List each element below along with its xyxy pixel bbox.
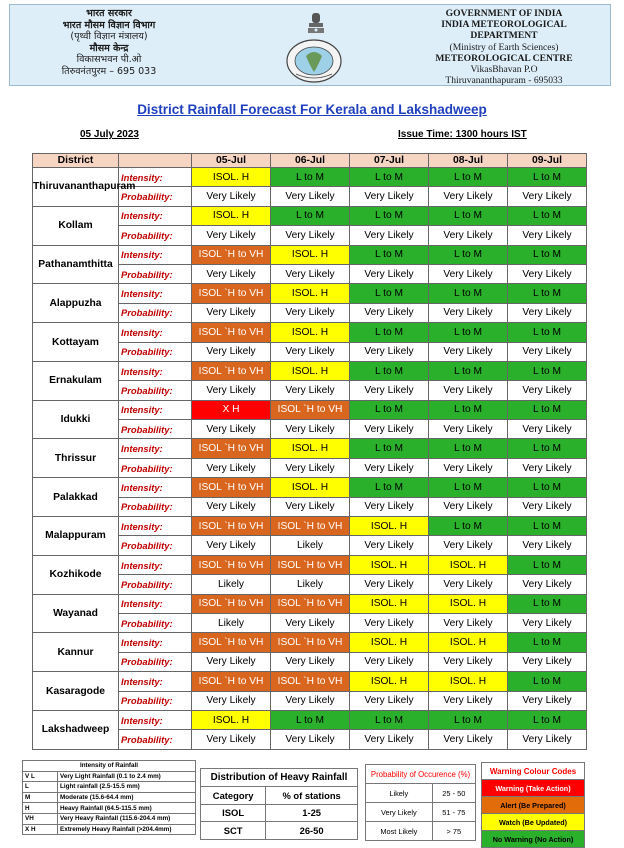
probability-cell: Very Likely	[508, 730, 587, 749]
probability-range: 25 - 50	[432, 784, 475, 803]
warning-code-label: Alert (Be Prepared)	[482, 797, 585, 814]
intensity-cell: ISOL. H	[271, 439, 350, 458]
probability-cell: Very Likely	[271, 381, 350, 400]
intensity-description: Heavy Rainfall (64.5-115.5 mm)	[58, 803, 196, 814]
warning-code-label: Watch (Be Updated)	[482, 814, 585, 831]
intensity-cell: L to M	[271, 168, 350, 187]
intensity-legend-row	[23, 792, 196, 803]
intensity-code: VH	[23, 813, 58, 824]
probability-cell: Very Likely	[271, 187, 350, 206]
probability-cell: Very Likely	[508, 613, 587, 632]
letterhead	[9, 4, 611, 86]
probability-range: > 75	[432, 822, 475, 841]
intensity-row	[33, 710, 587, 729]
probability-cell: Very Likely	[350, 420, 429, 439]
intensity-legend-title: Intensity of Rainfall	[23, 761, 196, 772]
intensity-cell: L to M	[508, 517, 587, 536]
intensity-cell: L to M	[429, 361, 508, 380]
intensity-description: Moderate (15.6-64.4 mm)	[58, 792, 196, 803]
probability-cell: Very Likely	[508, 420, 587, 439]
intensity-cell: L to M	[350, 245, 429, 264]
intensity-row	[33, 633, 587, 652]
probability-cell: Very Likely	[350, 497, 429, 516]
intensity-cell: ISOL `H to VH	[271, 672, 350, 691]
intensity-cell: ISOL. H	[429, 594, 508, 613]
district-name: Kozhikode	[33, 555, 119, 594]
probability-cell: Very Likely	[192, 342, 271, 361]
intensity-cell: ISOL `H to VH	[271, 517, 350, 536]
intensity-label: Intensity:	[119, 710, 192, 729]
intensity-cell: L to M	[350, 284, 429, 303]
probability-cell: Very Likely	[271, 730, 350, 749]
intensity-cell: ISOL `H to VH	[192, 361, 271, 380]
intensity-cell: L to M	[508, 284, 587, 303]
probability-cell: Very Likely	[508, 652, 587, 671]
intensity-cell: L to M	[508, 245, 587, 264]
probability-label: Probability:	[119, 497, 192, 516]
intensity-label: Intensity:	[119, 323, 192, 342]
intensity-label: Intensity:	[119, 594, 192, 613]
probability-cell: Very Likely	[350, 691, 429, 710]
intensity-cell: L to M	[508, 206, 587, 225]
intensity-cell: L to M	[429, 439, 508, 458]
header-date: 09-Jul	[508, 154, 587, 168]
warning-code-row	[482, 797, 585, 814]
intensity-cell: ISOL. H	[192, 710, 271, 729]
intensity-cell: ISOL. H	[429, 633, 508, 652]
intensity-cell: L to M	[350, 478, 429, 497]
warning-code-row	[482, 780, 585, 797]
letterhead-hindi-line: मौसम केन्द्र	[89, 42, 129, 54]
intensity-cell: L to M	[429, 517, 508, 536]
warning-code-label: No Warning (No Action)	[482, 831, 585, 848]
probability-cell: Very Likely	[429, 575, 508, 594]
intensity-cell: ISOL. H	[350, 633, 429, 652]
intensity-code: X H	[23, 824, 58, 835]
probability-cell: Very Likely	[429, 264, 508, 283]
probability-cell: Very Likely	[429, 497, 508, 516]
forecast-date: 05 July 2023	[80, 129, 139, 140]
intensity-cell: ISOL `H to VH	[192, 478, 271, 497]
intensity-cell: ISOL. H	[429, 672, 508, 691]
intensity-legend-row	[23, 803, 196, 814]
probability-label: Probability:	[119, 575, 192, 594]
issue-time: Issue Time: 1300 hours IST	[398, 129, 527, 140]
intensity-cell: L to M	[350, 323, 429, 342]
intensity-row	[33, 594, 587, 613]
intensity-row	[33, 672, 587, 691]
intensity-description: Very Heavy Rainfall (115.6-204.4 mm)	[58, 813, 196, 824]
letterhead-hindi-line: भारत मौसम विज्ञान विभाग	[62, 19, 156, 31]
probability-cell: Very Likely	[429, 730, 508, 749]
page-title: District Rainfall Forecast For Kerala and Lakshadweep	[137, 102, 487, 117]
probability-cell: Very Likely	[350, 730, 429, 749]
intensity-cell: L to M	[508, 323, 587, 342]
probability-cell: Very Likely	[429, 420, 508, 439]
intensity-legend-row	[23, 771, 196, 782]
header-blank	[119, 154, 192, 168]
district-name: Thiruvananthapuram	[33, 168, 119, 207]
warning-code-row	[482, 831, 585, 848]
intensity-cell: L to M	[429, 168, 508, 187]
header-date: 05-Jul	[192, 154, 271, 168]
probability-cell: Very Likely	[508, 264, 587, 283]
probability-legend-row	[366, 822, 476, 841]
intensity-row	[33, 168, 587, 187]
probability-label: Probability:	[119, 381, 192, 400]
district-name: Kannur	[33, 633, 119, 672]
intensity-legend	[22, 760, 196, 835]
letterhead-hindi-line: भारत सरकार	[86, 8, 132, 19]
district-name: Kasaragode	[33, 672, 119, 711]
probability-cell: Very Likely	[508, 226, 587, 245]
probability-cell: Very Likely	[271, 613, 350, 632]
probability-label: Probability:	[119, 226, 192, 245]
probability-cell: Very Likely	[429, 536, 508, 555]
probability-label: Probability:	[119, 187, 192, 206]
intensity-legend-row	[23, 824, 196, 835]
header-date: 06-Jul	[271, 154, 350, 168]
intensity-cell: ISOL. H	[429, 555, 508, 574]
probability-cell: Very Likely	[429, 187, 508, 206]
probability-label: Probability:	[119, 420, 192, 439]
imd-logo-icon	[284, 38, 344, 84]
probability-cell: Very Likely	[350, 652, 429, 671]
probability-label: Probability:	[119, 613, 192, 632]
heavy-rainfall-distribution	[200, 768, 358, 840]
intensity-cell: ISOL `H to VH	[192, 594, 271, 613]
probability-cell: Very Likely	[508, 187, 587, 206]
probability-label: Probability:	[119, 303, 192, 322]
district-name: Ernakulam	[33, 361, 119, 400]
intensity-cell: ISOL `H to VH	[192, 633, 271, 652]
probability-table	[365, 764, 476, 841]
probability-cell: Very Likely	[271, 458, 350, 477]
probability-cell: Very Likely	[350, 187, 429, 206]
probability-cell: Very Likely	[350, 536, 429, 555]
warning-code-row	[482, 814, 585, 831]
intensity-cell: L to M	[508, 439, 587, 458]
intensity-cell: L to M	[508, 400, 587, 419]
probability-cell: Very Likely	[350, 303, 429, 322]
intensity-code: L	[23, 782, 58, 793]
probability-cell: Very Likely	[271, 420, 350, 439]
intensity-cell: ISOL `H to VH	[271, 633, 350, 652]
intensity-label: Intensity:	[119, 400, 192, 419]
district-name: Kottayam	[33, 323, 119, 362]
probability-label: Probability:	[119, 536, 192, 555]
district-name: Lakshadweep	[33, 710, 119, 749]
intensity-cell: L to M	[271, 710, 350, 729]
probability-label: Probability:	[119, 458, 192, 477]
intensity-cell: L to M	[350, 168, 429, 187]
probability-title: Probability of Occurence (%)	[366, 765, 476, 784]
probability-cell: Very Likely	[271, 497, 350, 516]
probability-cell: Likely	[271, 575, 350, 594]
intensity-cell: L to M	[350, 439, 429, 458]
probability-label: Probability:	[119, 652, 192, 671]
district-name: Kollam	[33, 206, 119, 245]
intensity-cell: X H	[192, 400, 271, 419]
distribution-col-category: Category	[201, 787, 266, 805]
intensity-description: Extremely Heavy Rainfall (>204.4mm)	[58, 824, 196, 835]
intensity-label: Intensity:	[119, 633, 192, 652]
intensity-cell: ISOL. H	[350, 594, 429, 613]
intensity-row	[33, 284, 587, 303]
district-name: Alappuzha	[33, 284, 119, 323]
intensity-cell: L to M	[508, 594, 587, 613]
intensity-cell: L to M	[429, 400, 508, 419]
probability-label: Probability:	[119, 730, 192, 749]
probability-cell: Very Likely	[350, 381, 429, 400]
probability-cell: Very Likely	[192, 458, 271, 477]
probability-cell: Very Likely	[508, 342, 587, 361]
probability-cell: Very Likely	[192, 264, 271, 283]
letterhead-hindi	[14, 8, 204, 78]
intensity-cell: L to M	[508, 361, 587, 380]
probability-cell: Very Likely	[192, 497, 271, 516]
intensity-legend-row	[23, 782, 196, 793]
forecast-table	[32, 153, 587, 750]
intensity-cell: L to M	[429, 284, 508, 303]
probability-cell: Very Likely	[508, 575, 587, 594]
warning-code-label: Warning (Take Action)	[482, 780, 585, 797]
probability-cell: Very Likely	[350, 342, 429, 361]
intensity-cell: L to M	[350, 710, 429, 729]
intensity-cell: L to M	[350, 400, 429, 419]
intensity-cell: L to M	[429, 206, 508, 225]
probability-cell: Very Likely	[271, 342, 350, 361]
distribution-stations: 1-25	[266, 804, 358, 822]
warning-codes-title: Warning Colour Codes	[482, 763, 585, 780]
intensity-cell: L to M	[271, 206, 350, 225]
intensity-cell: ISOL `H to VH	[192, 323, 271, 342]
probability-cell: Very Likely	[429, 342, 508, 361]
probability-category: Likely	[366, 784, 433, 803]
probability-range: 51 - 75	[432, 803, 475, 822]
intensity-cell: ISOL. H	[350, 517, 429, 536]
intensity-label: Intensity:	[119, 478, 192, 497]
intensity-cell: L to M	[429, 478, 508, 497]
intensity-row	[33, 206, 587, 225]
district-name: Palakkad	[33, 478, 119, 517]
probability-cell: Very Likely	[429, 226, 508, 245]
probability-cell: Very Likely	[508, 458, 587, 477]
intensity-cell: ISOL. H	[192, 206, 271, 225]
intensity-label: Intensity:	[119, 517, 192, 536]
intensity-row	[33, 400, 587, 419]
intensity-row	[33, 245, 587, 264]
intensity-cell: ISOL. H	[271, 323, 350, 342]
intensity-row	[33, 323, 587, 342]
intensity-cell: ISOL `H to VH	[192, 672, 271, 691]
probability-category: Most Likely	[366, 822, 433, 841]
intensity-row	[33, 439, 587, 458]
probability-cell: Very Likely	[271, 652, 350, 671]
intensity-row	[33, 555, 587, 574]
intensity-row	[33, 517, 587, 536]
header-date: 07-Jul	[350, 154, 429, 168]
letterhead-hindi-line: (पृथ्वी विज्ञान मंत्रालय)	[70, 31, 148, 43]
probability-label: Probability:	[119, 342, 192, 361]
intensity-label: Intensity:	[119, 168, 192, 187]
probability-cell: Likely	[271, 536, 350, 555]
intensity-cell: ISOL. H	[271, 245, 350, 264]
intensity-cell: ISOL. H	[350, 555, 429, 574]
intensity-label: Intensity:	[119, 555, 192, 574]
probability-cell: Likely	[192, 575, 271, 594]
probability-cell: Very Likely	[271, 303, 350, 322]
probability-cell: Very Likely	[350, 226, 429, 245]
intensity-cell: L to M	[508, 672, 587, 691]
probability-cell: Very Likely	[192, 187, 271, 206]
intensity-cell: ISOL `H to VH	[192, 555, 271, 574]
letterhead-hindi-line: तिरुवनंतपुरम – 695 033	[61, 65, 157, 77]
intensity-cell: L to M	[429, 323, 508, 342]
probability-cell: Very Likely	[508, 691, 587, 710]
probability-cell: Very Likely	[350, 264, 429, 283]
probability-legend-row	[366, 784, 476, 803]
intensity-cell: ISOL `H to VH	[192, 284, 271, 303]
intensity-cell: ISOL `H to VH	[271, 594, 350, 613]
intensity-cell: L to M	[350, 206, 429, 225]
probability-cell: Very Likely	[192, 536, 271, 555]
intensity-code: H	[23, 803, 58, 814]
intensity-cell: ISOL. H	[271, 284, 350, 303]
intensity-legend-row	[23, 813, 196, 824]
intensity-description: Light rainfall (2.5-15.5 mm)	[58, 782, 196, 793]
district-name: Pathanamthitta	[33, 245, 119, 284]
distribution-category: SCT	[201, 822, 266, 840]
intensity-cell: L to M	[429, 245, 508, 264]
intensity-cell: ISOL `H to VH	[192, 517, 271, 536]
probability-cell: Very Likely	[508, 381, 587, 400]
probability-cell: Very Likely	[192, 381, 271, 400]
intensity-label: Intensity:	[119, 439, 192, 458]
distribution-title: Distribution of Heavy Rainfall	[201, 769, 358, 787]
probability-category: Very Likely	[366, 803, 433, 822]
intensity-cell: ISOL. H	[271, 361, 350, 380]
intensity-description: Very Light Rainfall (0.1 to 2.4 mm)	[58, 771, 196, 782]
intensity-cell: ISOL `H to VH	[271, 555, 350, 574]
intensity-cell: ISOL. H	[350, 672, 429, 691]
intensity-code: V L	[23, 771, 58, 782]
letterhead-hindi-line: विकासभवन पी.ओ	[76, 54, 142, 66]
header-date: 08-Jul	[429, 154, 508, 168]
intensity-cell: ISOL `H to VH	[271, 400, 350, 419]
probability-cell: Very Likely	[350, 575, 429, 594]
district-name: Thrissur	[33, 439, 119, 478]
distribution-category: ISOL	[201, 804, 266, 822]
intensity-label: Intensity:	[119, 361, 192, 380]
district-name: Idukki	[33, 400, 119, 439]
probability-cell: Very Likely	[429, 652, 508, 671]
probability-label: Probability:	[119, 691, 192, 710]
district-name: Wayanad	[33, 594, 119, 633]
intensity-cell: ISOL `H to VH	[192, 439, 271, 458]
probability-cell: Very Likely	[429, 303, 508, 322]
probability-cell: Very Likely	[271, 226, 350, 245]
probability-cell: Very Likely	[429, 613, 508, 632]
forecast-header-row	[33, 154, 587, 168]
header-district: District	[33, 154, 119, 168]
probability-cell: Very Likely	[192, 303, 271, 322]
intensity-label: Intensity:	[119, 284, 192, 303]
probability-cell: Very Likely	[350, 458, 429, 477]
intensity-row	[33, 478, 587, 497]
probability-cell: Very Likely	[429, 381, 508, 400]
intensity-cell: ISOL. H	[271, 478, 350, 497]
probability-cell: Very Likely	[429, 691, 508, 710]
warning-colour-codes	[481, 762, 585, 848]
distribution-col-stations: % of stations	[266, 787, 358, 805]
probability-cell: Very Likely	[508, 497, 587, 516]
intensity-cell: L to M	[508, 168, 587, 187]
probability-cell: Very Likely	[271, 691, 350, 710]
intensity-label: Intensity:	[119, 206, 192, 225]
national-emblem-icon	[306, 11, 326, 37]
intensity-cell: ISOL `H to VH	[192, 245, 271, 264]
probability-cell: Very Likely	[508, 303, 587, 322]
probability-cell: Very Likely	[192, 226, 271, 245]
probability-cell: Very Likely	[350, 613, 429, 632]
probability-cell: Very Likely	[429, 458, 508, 477]
intensity-label: Intensity:	[119, 672, 192, 691]
intensity-cell: L to M	[350, 361, 429, 380]
intensity-label: Intensity:	[119, 245, 192, 264]
probability-cell: Very Likely	[192, 420, 271, 439]
probability-cell: Likely	[192, 613, 271, 632]
probability-legend-row	[366, 803, 476, 822]
intensity-row	[33, 361, 587, 380]
probability-cell: Very Likely	[508, 536, 587, 555]
intensity-code: M	[23, 792, 58, 803]
probability-cell: Very Likely	[271, 264, 350, 283]
intensity-cell: L to M	[508, 555, 587, 574]
probability-cell: Very Likely	[192, 652, 271, 671]
intensity-cell: L to M	[508, 633, 587, 652]
intensity-cell: L to M	[508, 710, 587, 729]
district-name: Malappuram	[33, 517, 119, 556]
distribution-stations: 26-50	[266, 822, 358, 840]
letterhead-english: GOVERNMENT OF INDIA INDIA METEOROLOGICAL DEPARTMENT (Ministry of Earth Sciences) METEOROLOGICAL CENTRE VikasBhavan P.O Thiruvananthapuram - 695033	[435, 8, 573, 87]
intensity-cell: ISOL. H	[192, 168, 271, 187]
probability-cell: Very Likely	[192, 730, 271, 749]
probability-cell: Very Likely	[192, 691, 271, 710]
intensity-cell: L to M	[429, 710, 508, 729]
intensity-cell: L to M	[508, 478, 587, 497]
probability-label: Probability:	[119, 264, 192, 283]
